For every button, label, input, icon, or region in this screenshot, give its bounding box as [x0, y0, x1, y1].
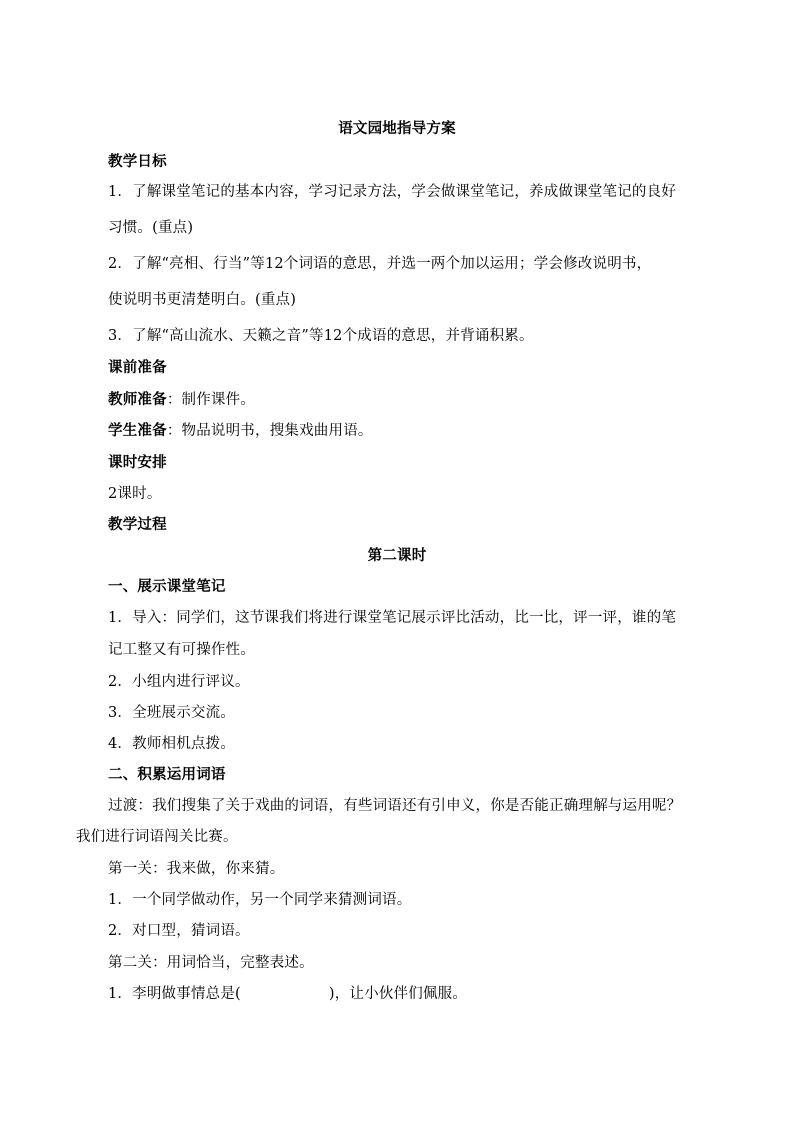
heading-schedule: 课时安排 — [108, 454, 167, 471]
s1-item-1-line-2: 记工整又有可操作性。 — [108, 642, 255, 658]
s1-item-3: 3．全班展示交流。 — [108, 705, 236, 721]
s1-item-1-line-1: 1．导入：同学们，这节课我们将进行课堂笔记展示评比活动，比一比，评一评，谁的笔 — [108, 610, 677, 626]
level-2-item-1 — [108, 984, 467, 1004]
level-2-title: 第二关：用词恰当，完整表述。 — [108, 955, 314, 971]
goal-1-line-2: 习惯。(重点) — [108, 220, 194, 236]
goal-3: 3．了解“高山流水、天籁之音”等12个成语的意思，并背诵积累。 — [108, 328, 534, 344]
level-1-item-1: 1．一个同学做动作，另一个同学来猜测词语。 — [108, 892, 412, 908]
level-2-item-1-before: 1．李明做事情总是( — [108, 986, 241, 1002]
goal-2-line-1: 2．了解“亮相、行当”等12个词语的意思，并选一两个加以运用；学会修改说明书， — [108, 256, 652, 272]
goal-1-line-1: 1．了解课堂笔记的基本内容，学习记录方法，学会做课堂笔记，养成做课堂笔记的良好 — [108, 184, 677, 200]
heading-preparation: 课前准备 — [108, 359, 167, 376]
teacher-prep-text: ：制作课件。 — [166, 392, 256, 408]
teacher-preparation — [108, 390, 255, 410]
lesson-title: 第二课时 — [367, 547, 427, 564]
section-1-heading: 一、展示课堂笔记 — [108, 578, 226, 595]
level-1-title: 第一关：我来做，你来猜。 — [108, 861, 285, 877]
schedule-text: 2课时。 — [108, 486, 162, 502]
goal-2-line-2: 使说明书更清楚明白。(重点) — [108, 292, 297, 308]
page-title: 语文园地指导方案 — [338, 120, 456, 137]
student-preparation — [108, 421, 373, 441]
level-1-item-2: 2．对口型，猜词语。 — [108, 923, 250, 939]
student-prep-label: 学生准备 — [108, 422, 167, 439]
transition-line-2: 我们进行词语闯关比赛。 — [76, 829, 238, 845]
transition-line-1: 过渡：我们搜集了关于戏曲的词语，有些词语还有引申义，你是否能正确理解与运用呢？ — [108, 798, 682, 814]
student-prep-text: ：物品说明书，搜集戏曲用语。 — [166, 423, 373, 439]
section-2-heading: 二、积累运用词语 — [108, 766, 226, 783]
level-2-item-1-after: )，让小伙伴们佩服。 — [328, 986, 468, 1002]
heading-teaching-process: 教学过程 — [108, 516, 167, 533]
teacher-prep-label: 教师准备 — [108, 391, 167, 408]
s1-item-2: 2．小组内进行评议。 — [108, 674, 250, 690]
s1-item-4: 4．教师相机点拨。 — [108, 736, 236, 752]
heading-teaching-goals: 教学日标 — [108, 153, 167, 170]
